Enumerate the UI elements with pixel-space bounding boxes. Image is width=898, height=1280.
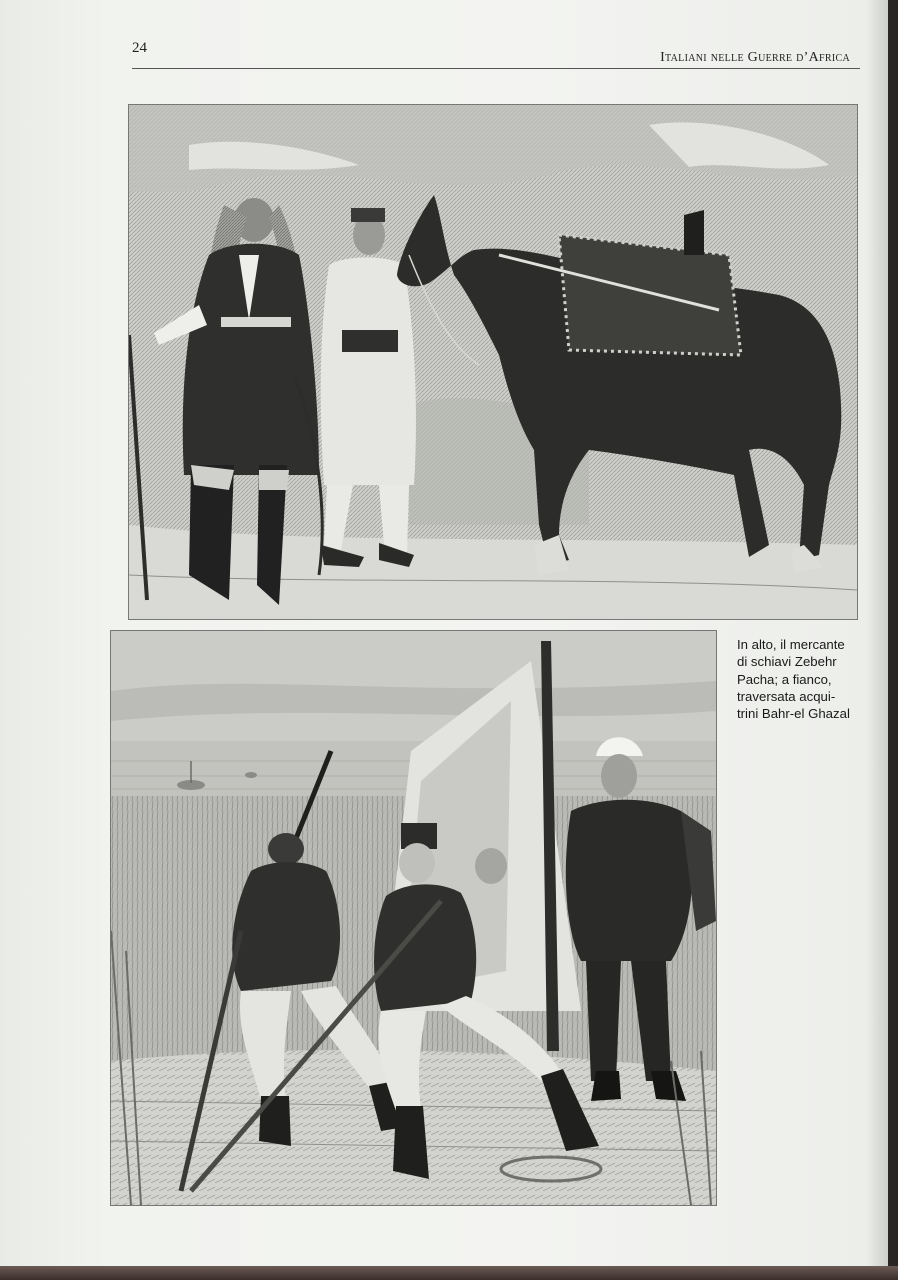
figure-caption: [737, 636, 877, 722]
illustration-bahr-el-ghazal: [110, 630, 717, 1206]
caption-line: di schiavi Zebehr: [737, 654, 837, 670]
engraving-zebehr-pacha-image: [129, 105, 857, 619]
caption-line: trini Bahr-el Ghazal: [737, 706, 850, 722]
caption-line: Pacha; a fianco,: [737, 671, 832, 687]
page-number: 24: [132, 40, 147, 56]
book-binding-edge: [0, 1266, 898, 1280]
caption-line: In alto, il mercante: [737, 637, 845, 652]
page-edge-shadow: [866, 0, 888, 1270]
header-rule: [132, 68, 860, 69]
caption-line: traversata acqui-: [737, 688, 836, 704]
engraving-zebehr-pacha: [128, 104, 858, 620]
running-header: Italiani nelle Guerre d’Africa: [660, 50, 850, 65]
boy-in-tent: [475, 848, 507, 884]
illustration-bahr-el-ghazal-image: [111, 631, 716, 1205]
